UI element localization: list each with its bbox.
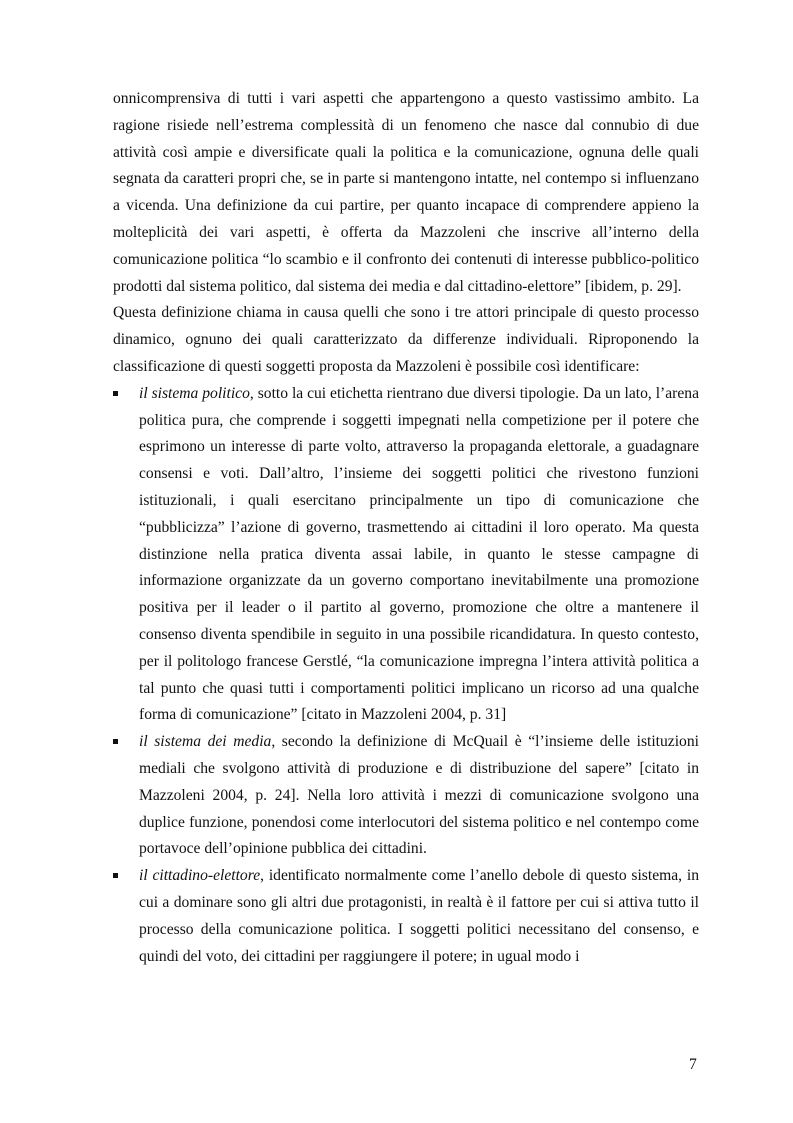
- list-item-term: il sistema dei media: [139, 733, 272, 751]
- list-item: [113, 863, 699, 970]
- paragraph-1: onnicomprensiva di tutti i vari aspetti che appartengono a questo vastissimo ambito. La ragione risiede nell’estrema complessità di un fenomeno che nasce dal connubio di due attività così ampie e diversificate quali la politica e la comunicazione, ognuna delle quali segnata da caratteri propri che, se in parte si mantengono intatte, nel contempo si influenzano a vicenda. Una definizione da cui partire, per quanto incapace di comprendere appieno la molteplicità dei vari aspetti, è offerta da Mazzoleni che inscrive all’interno della comunicazione politica “lo scambio e il confronto dei contenuti di interesse pubblico-politico prodotti dal sistema politico, dal sistema dei media e dal cittadino-elettore” [ibidem, p. 29].: [113, 90, 699, 295]
- list-item-term: il cittadino-elettore: [139, 867, 261, 885]
- paragraph-2: Questa definizione chiama in causa quelli che sono i tre attori principale di questo processo dinamico, ognuno dei quali caratterizzato da differenze individuali. Riproponendo la classificazione di questi soggetti proposta da Mazzoleni è possibile così identificare:: [113, 304, 699, 375]
- body-text: [113, 86, 699, 970]
- list-item: [113, 729, 699, 863]
- list-item: [113, 381, 699, 729]
- actors-list: [113, 381, 699, 971]
- square-bullet-icon: [113, 391, 118, 396]
- list-item-text: , sotto la cui etichetta rientrano due diversi tipologie. Da un lato, l’arena politica pura, che comprende i soggetti impegnati nella competizione per il potere che esprimono un interesse di parte volto, attraverso la propaganda elettorale, a guadagnare consensi e voti. Dall’altro, l’insieme dei soggetti politici che rivestono funzioni istituzionali, i quali esercitano principalmente un tipo di comunicazione che “pubblicizza” l’azione di governo, trasmettendo ai cittadini il loro operato. Ma questa distinzione nella pratica diventa assai labile, in quanto le stesse campagne di informazione organizzate da un governo comportano inevitabilmente una promozione positiva per il leader o il partito al governo, promozione che oltre a mantenere il consenso diventa spendibile in seguito in una possibile ricandidatura. In questo contesto, per il politologo francese Gerstlé, “la comunicazione impregna l’intera attività politica a tal punto che quasi tutti i comportamenti politici implicano un ricorso ad una qualche forma di comunicazione” [citato in Mazzoleni 2004, p. 31]: [139, 384, 699, 724]
- square-bullet-icon: [113, 873, 118, 878]
- list-item-term: il sistema politico: [139, 384, 250, 402]
- page-number: 7: [689, 1056, 697, 1073]
- square-bullet-icon: [113, 739, 118, 744]
- list-item-text: , identificato normalmente come l’anello debole di questo sistema, in cui a dominare sono gli altri due protagonisti, in realtà è il fattore per cui si attiva tutto il processo della comunicazione politica. I soggetti politici necessitano del consenso, e quindi del voto, dei cittadini per raggiungere il potere; in ugual modo i: [139, 867, 699, 965]
- list-item-text: , secondo la definizione di McQuail è “l’insieme delle istituzioni mediali che svolgono attività di produzione e di distribuzione del sapere” [citato in Mazzoleni 2004, p. 24]. Nella loro attività i mezzi di comunicazione svolgono una duplice funzione, ponendosi come interlocutori del sistema politico e nel contempo come portavoce dell’opinione pubblica dei cittadini.: [139, 733, 699, 858]
